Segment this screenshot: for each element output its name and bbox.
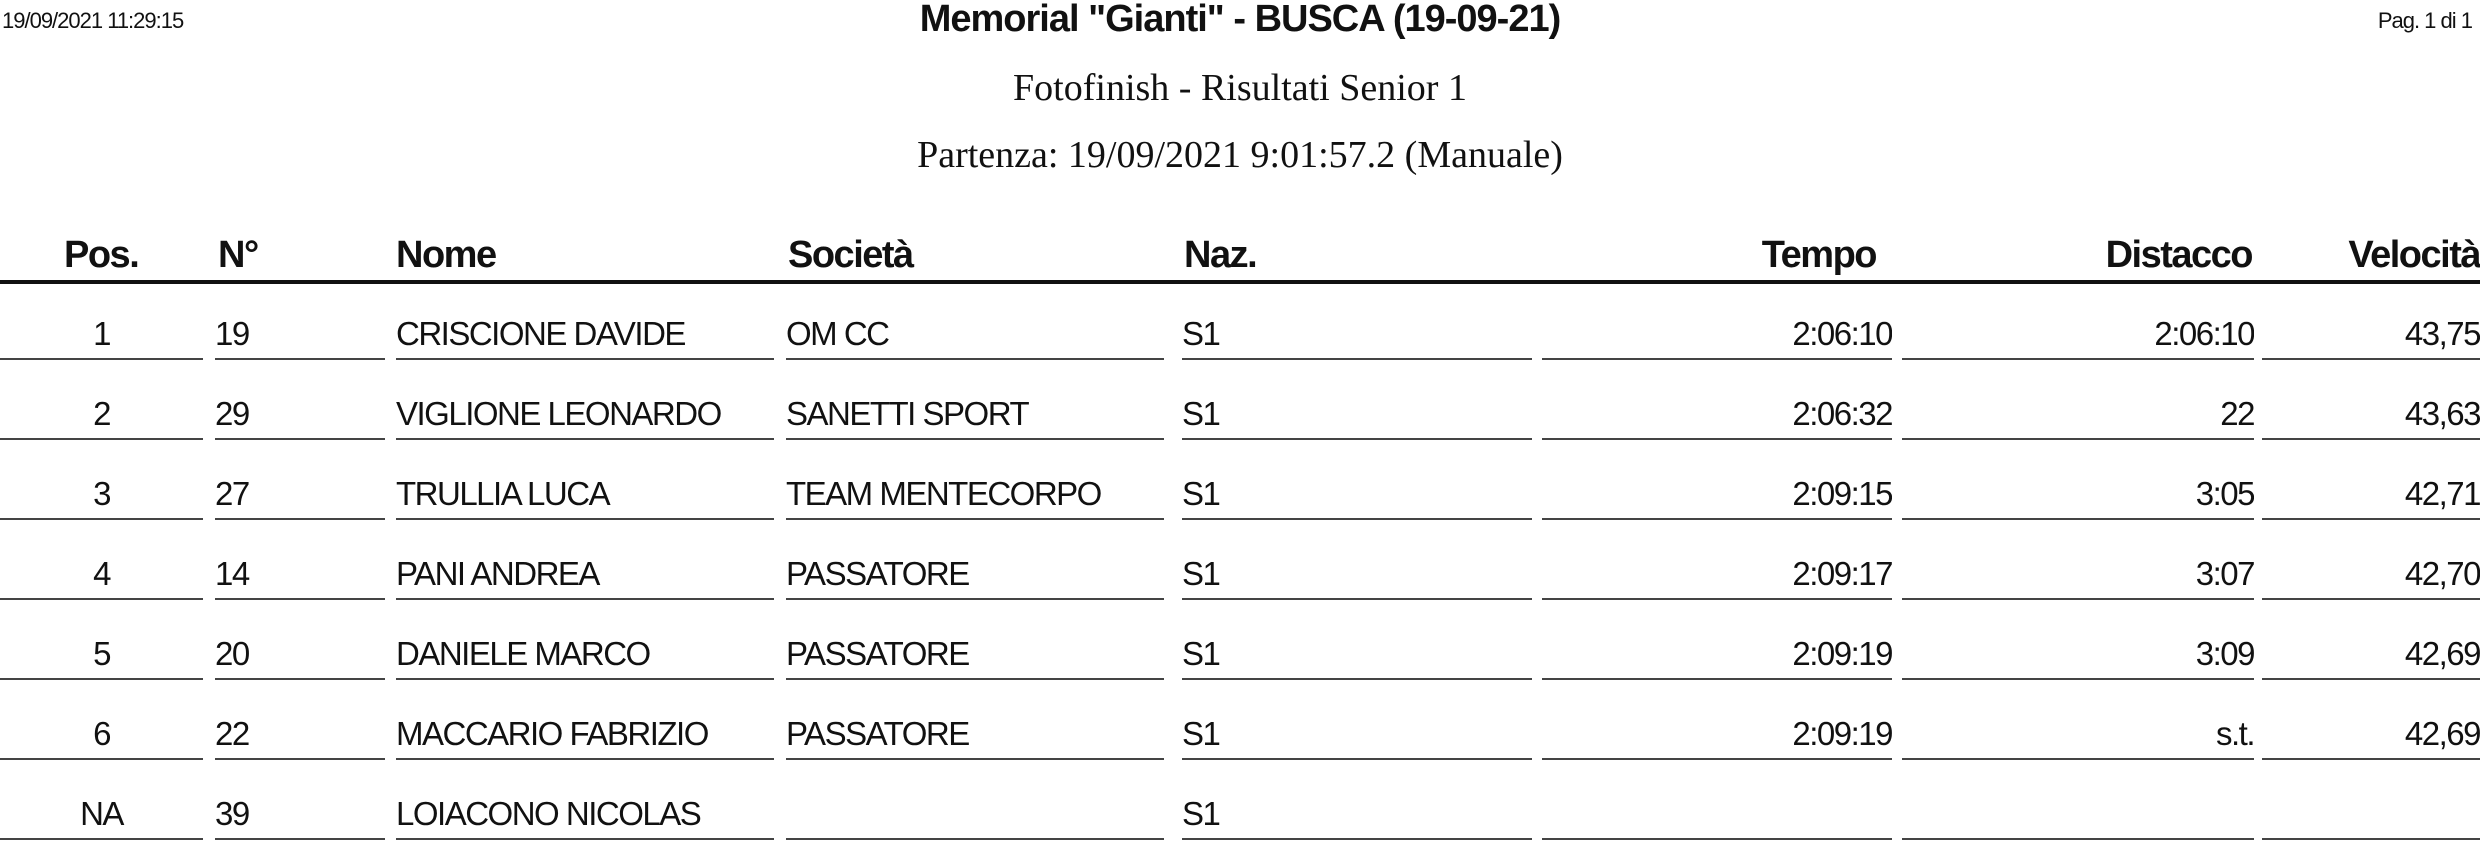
- cell-speed: 42,70: [2262, 550, 2480, 600]
- cell-pos: 1: [0, 310, 203, 360]
- cell-number: 14: [215, 550, 385, 600]
- cell-number: 29: [215, 390, 385, 440]
- start-time-line: Partenza: 19/09/2021 9:01:57.2 (Manuale): [917, 134, 1563, 176]
- cell-gap: 3:09: [1902, 630, 2254, 680]
- table-row: [0, 604, 2480, 684]
- cell-gap: [1902, 790, 2254, 840]
- cell-name: MACCARIO FABRIZIO: [396, 710, 774, 760]
- cell-name: PANI ANDREA: [396, 550, 774, 600]
- cell-pos: 6: [0, 710, 203, 760]
- print-timestamp: 19/09/2021 11:29:15: [2, 8, 184, 33]
- column-header-number: N°: [218, 234, 258, 276]
- cell-team: [786, 790, 1164, 840]
- cell-team: PASSATORE: [786, 630, 1164, 680]
- cell-speed: 42,71: [2262, 470, 2480, 520]
- cell-number: 19: [215, 310, 385, 360]
- column-header-speed: Velocità: [2348, 234, 2480, 276]
- cell-pos: 5: [0, 630, 203, 680]
- table-row: [0, 684, 2480, 764]
- cell-nationality: S1: [1182, 790, 1532, 840]
- cell-team: OM CC: [786, 310, 1164, 360]
- cell-speed: 43,63: [2262, 390, 2480, 440]
- table-row: [0, 444, 2480, 524]
- table-row: [0, 764, 2480, 844]
- cell-pos: 4: [0, 550, 203, 600]
- cell-team: SANETTI SPORT: [786, 390, 1164, 440]
- cell-nationality: S1: [1182, 310, 1532, 360]
- cell-time: 2:09:19: [1542, 630, 1892, 680]
- cell-name: LOIACONO NICOLAS: [396, 790, 774, 840]
- cell-team: PASSATORE: [786, 710, 1164, 760]
- cell-time: [1542, 790, 1892, 840]
- cell-time: 2:09:19: [1542, 710, 1892, 760]
- column-header-name: Nome: [396, 234, 496, 276]
- cell-nationality: S1: [1182, 390, 1532, 440]
- page-title: Memorial "Gianti" - BUSCA (19-09-21): [919, 0, 1561, 40]
- cell-name: CRISCIONE DAVIDE: [396, 310, 774, 360]
- cell-speed: [2262, 790, 2480, 840]
- cell-name: TRULLIA LUCA: [396, 470, 774, 520]
- cell-number: 39: [215, 790, 385, 840]
- results-table-body: [0, 284, 2480, 844]
- cell-speed: 42,69: [2262, 630, 2480, 680]
- results-table-header: [0, 230, 2480, 284]
- cell-name: DANIELE MARCO: [396, 630, 774, 680]
- cell-name: VIGLIONE LEONARDO: [396, 390, 774, 440]
- cell-pos: NA: [0, 790, 203, 840]
- cell-speed: 43,75: [2262, 310, 2480, 360]
- cell-gap: 3:05: [1902, 470, 2254, 520]
- table-row: [0, 524, 2480, 604]
- cell-team: PASSATORE: [786, 550, 1164, 600]
- column-header-time: Tempo: [1761, 234, 1876, 276]
- cell-nationality: S1: [1182, 550, 1532, 600]
- cell-nationality: S1: [1182, 630, 1532, 680]
- cell-time: 2:06:10: [1542, 310, 1892, 360]
- cell-number: 20: [215, 630, 385, 680]
- cell-gap: 3:07: [1902, 550, 2254, 600]
- cell-nationality: S1: [1182, 470, 1532, 520]
- column-header-gap: Distacco: [2105, 234, 2252, 276]
- results-subtitle: Fotofinish - Risultati Senior 1: [1013, 67, 1467, 109]
- cell-time: 2:09:15: [1542, 470, 1892, 520]
- page-number: Pag. 1 di 1: [2377, 8, 2472, 33]
- cell-speed: 42,69: [2262, 710, 2480, 760]
- cell-gap: s.t.: [1902, 710, 2254, 760]
- cell-pos: 2: [0, 390, 203, 440]
- column-header-pos: Pos.: [64, 234, 139, 276]
- cell-number: 22: [215, 710, 385, 760]
- cell-gap: 22: [1902, 390, 2254, 440]
- cell-number: 27: [215, 470, 385, 520]
- cell-gap: 2:06:10: [1902, 310, 2254, 360]
- cell-team: TEAM MENTECORPO: [786, 470, 1164, 520]
- cell-time: 2:06:32: [1542, 390, 1892, 440]
- cell-nationality: S1: [1182, 710, 1532, 760]
- column-header-nationality: Naz.: [1184, 234, 1257, 276]
- cell-pos: 3: [0, 470, 203, 520]
- table-row: [0, 284, 2480, 364]
- column-header-team: Società: [788, 234, 913, 276]
- table-row: [0, 364, 2480, 444]
- cell-time: 2:09:17: [1542, 550, 1892, 600]
